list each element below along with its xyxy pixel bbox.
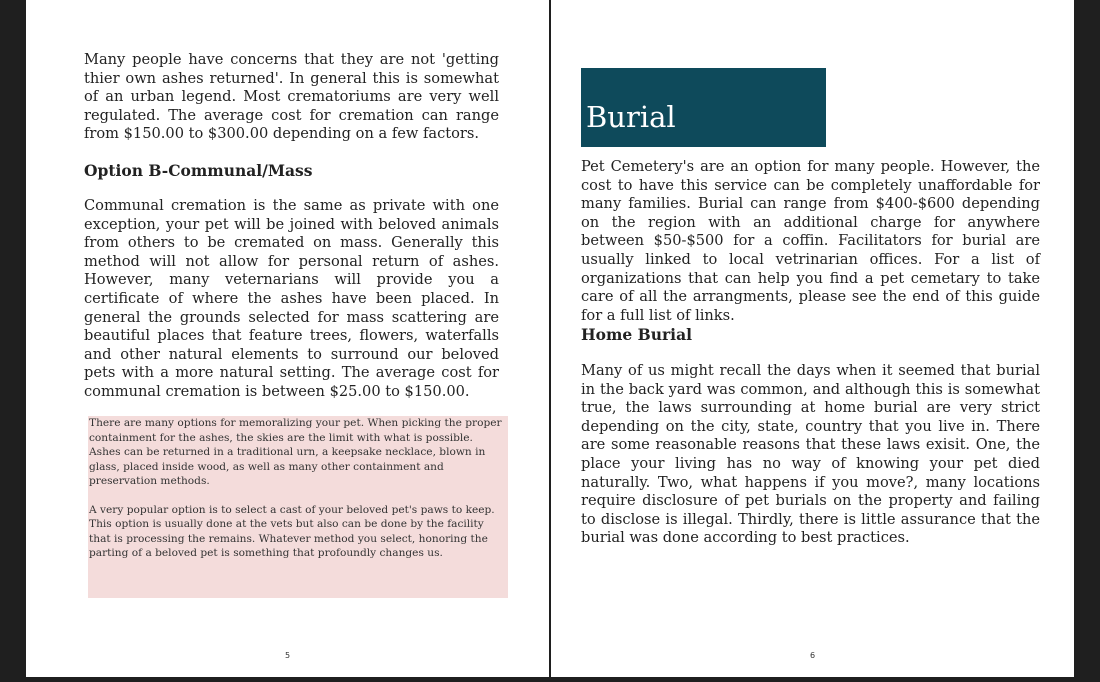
right-page <box>551 0 1074 677</box>
page-number: 6 <box>810 651 816 660</box>
burial-intro-paragraph: Pet Cemetery's are an option for many people. However, the cost to have this service can be completely unaffordable for many families. Burial can range from $400-$600 depending on the region with an additional charge for anywhere between $50-$500 for a coffin. Facilitators for burial are usually linked to local vetrinarian offices. For a list of organizations that can help you find a pet cemetary to take care of all the arrangments, please see the end of this guide for a full list of links. <box>581 158 1040 324</box>
option-b-paragraph: Communal cremation is the same as private with one exception, your pet will be joined with beloved animals from others to be cremated on mass. Generally this method will not allow for personal return of ashes. However, many veternarians will provide you a certificate of where the ashes have been placed. In general the grounds selected for mass scattering are beautiful places that feature trees, flowers, waterfalls and other natural elements to surround our beloved pets with a more natural setting. The average cost for communal cremation is between $25.00 to $150.00. <box>84 197 499 400</box>
home-burial-heading: Home Burial <box>581 325 692 344</box>
left-page <box>26 0 549 677</box>
memorial-sidebar <box>88 416 508 598</box>
option-b-heading: Option B-Communal/Mass <box>84 161 313 180</box>
title-banner <box>581 68 826 147</box>
intro-paragraph: Many people have concerns that they are not 'getting thier own ashes returned'. In general this is somewhat of an urban legend. Most crematoriums are very well regulated. The average cost for cremation can range from $150.00 to $300.00 depending on a few factors. <box>84 51 499 143</box>
page-title: Burial <box>586 100 676 134</box>
sidebar-paragraph: There are many options for memoralizing your pet. When picking the proper containment for the ashes, the skies are the limit with what is possible. Ashes can be returned in a traditional urn, a keepsake necklace, blown in glass, placed inside wood, as well as many other containment and preservation methods. <box>89 417 502 487</box>
page-number: 5 <box>285 651 291 660</box>
home-burial-paragraph: Many of us might recall the days when it seemed that burial in the back yard was common, and although this is somewhat true, the laws surrounding at home burial are very strict depending on the city, state, country that you live in. There are some reasonable reasons that these laws exisit. One, the place your living has no way of knowing your pet died naturally. Two, what happens if you move?, many locations require disclosure of pet burials on the property and failing to disclose is illegal. Thirdly, there is little assurance that the burial was done according to best practices. <box>581 362 1040 547</box>
sidebar-paragraph: A very popular option is to select a cast of your beloved pet's paws to keep. This option is usually done at the vets but also can be done by the facility that is processing the remains. Whatever method you select, honoring the parting of a beloved pet is something that profoundly changes us. <box>89 503 495 559</box>
